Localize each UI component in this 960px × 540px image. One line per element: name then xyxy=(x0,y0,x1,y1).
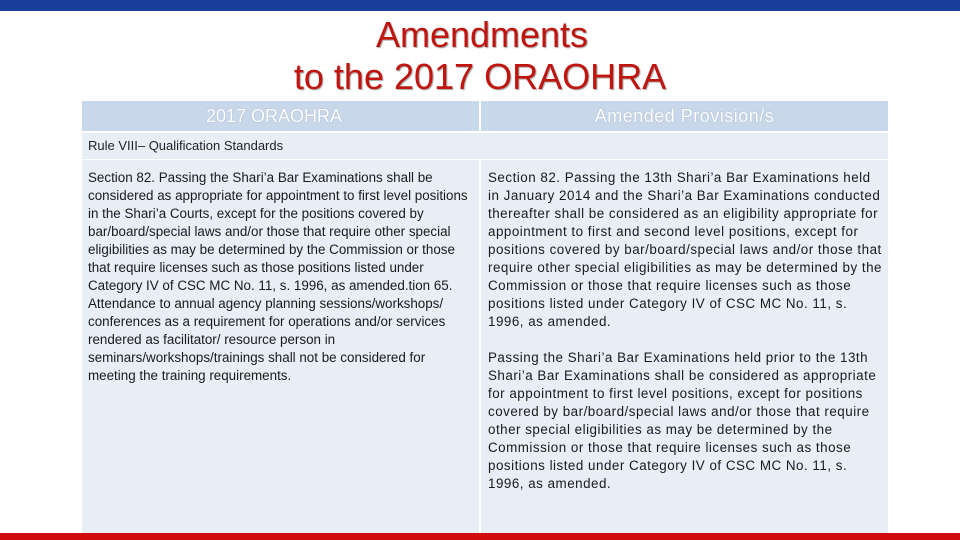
slide-title xyxy=(0,14,960,98)
header-2017-oraohra: 2017 ORAOHRA xyxy=(82,101,479,131)
original-provision-text: Section 82. Passing the Shari’a Bar Examinations shall be considered as appropriate for appointment to first level positions in the Shari’a Courts, except for the positions covered by bar/board/special laws and/or those that require other special eligibilities as may be determined by the Commission or those that require licenses such as those positions listed under Category IV of CSC MC No. 11, s. 1996, as amended.tion 65. Attendance to annual agency planning sessions/workshops/ conferences as a requirement for operations and/or services rendered as facilitator/ resource person in seminars/workshops/trainings shall not be considered for meeting the training requirements. xyxy=(82,160,479,535)
slide-title-line1: Amendments xyxy=(375,14,589,55)
slide-title-line2: to the 2017 ORAOHRA xyxy=(293,56,667,97)
amended-paragraph-1: Section 82. Passing the 13th Shari’a Bar Examinations held in January 2014 and the Shari’a Bar Examinations conducted thereafter shall be considered as an eligibility appropriate for appointment to first and second level positions, except for positions covered by bar/board/special laws and/or those that require other special eligibilities as may be determined by the Commission or those that require licenses such as those positions listed under Category IV of CSC MC No. 11, s. 1996, as amended. xyxy=(488,170,882,329)
table-header-row xyxy=(82,101,888,131)
table-body-row xyxy=(82,160,888,535)
amended-provision-cell xyxy=(481,160,888,535)
comparison-table xyxy=(82,101,888,535)
rule-label: Rule VIII– Qualification Standards xyxy=(82,133,888,159)
header-amended-provisions: Amended Provision/s xyxy=(481,101,888,131)
bottom-accent-bar xyxy=(0,533,960,540)
amended-paragraph-2: Passing the Shari’a Bar Examinations held prior to the 13th Shari’a Bar Examinations shall be considered as appropriate for appointment to first level positions, except for positions covered by bar/board/special laws and/or those that require other special eligibilities as may be determined by the Commission or those that require licenses such as those positions listed under Category IV of CSC MC No. 11, s. 1996, as amended. xyxy=(488,350,877,491)
top-accent-bar xyxy=(0,0,960,11)
